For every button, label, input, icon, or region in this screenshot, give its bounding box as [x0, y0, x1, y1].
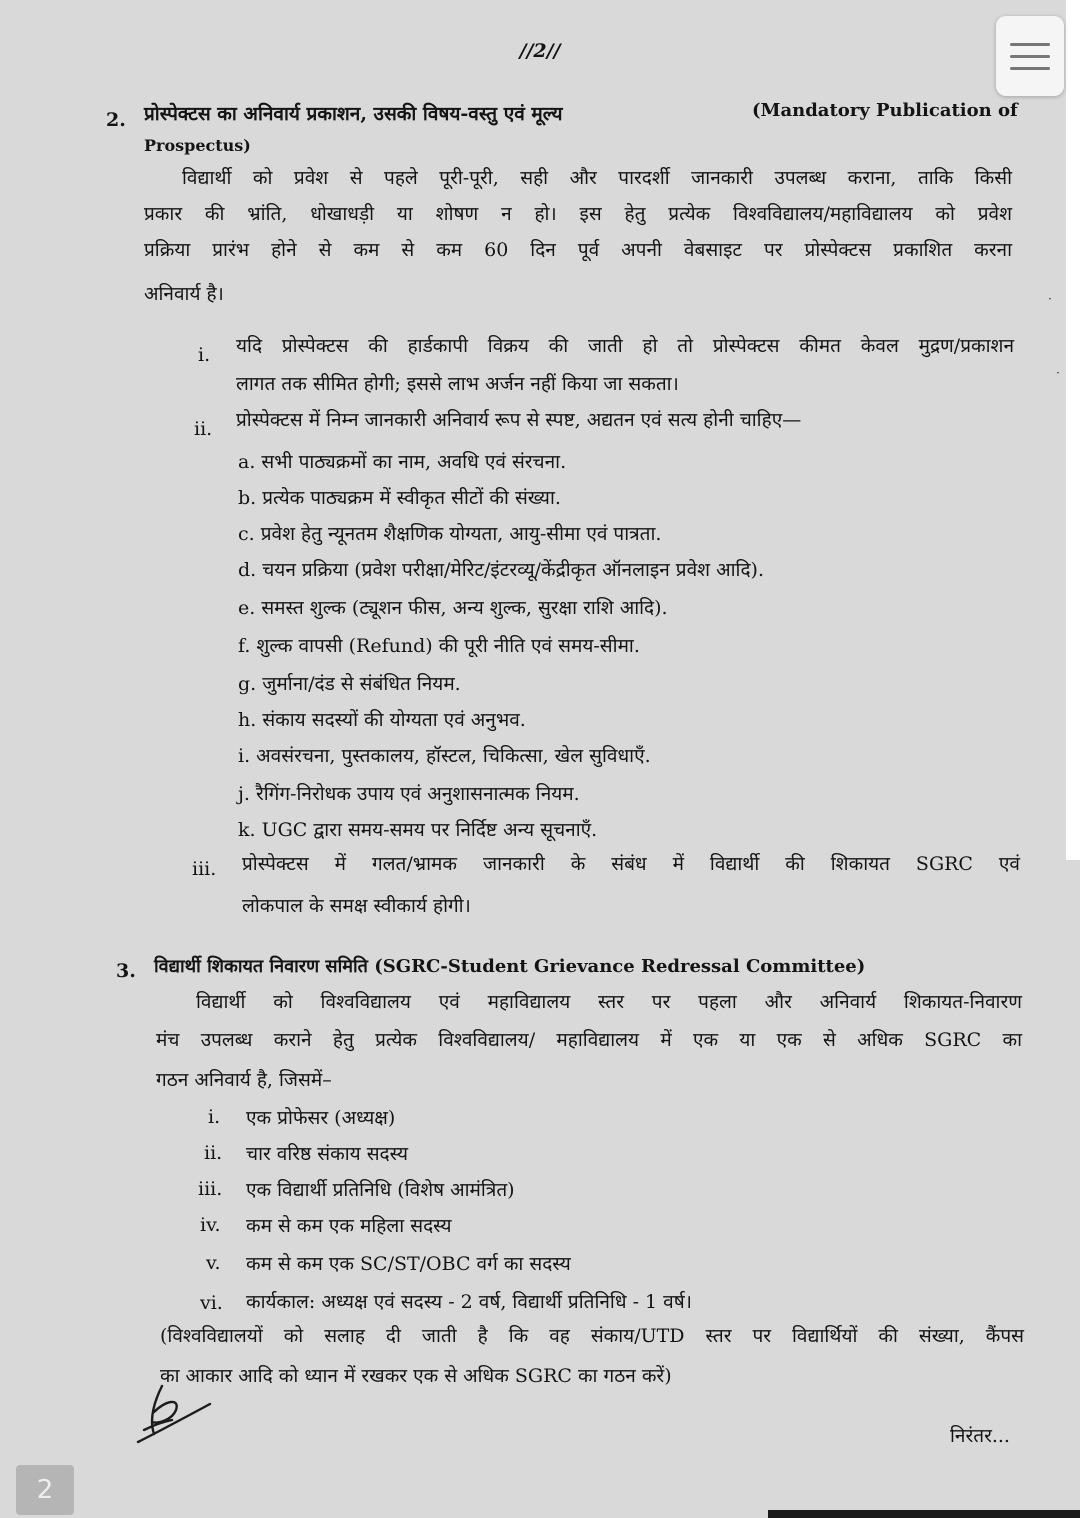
paragraph-line: विद्यार्थी को प्रवेश से पहले पूरी-पूरी, सही और पारदर्शी जानकारी उपलब्ध कराना, ताकि किसी	[182, 167, 1012, 189]
member-text: एक प्रोफेसर (अध्यक्ष)	[246, 1107, 396, 1129]
list-item: j. रैगिंग-निरोधक उपाय एवं अनुशासनात्मक नियम.	[238, 783, 580, 805]
member-text: चार वरिष्ठ संकाय सदस्य	[246, 1143, 409, 1165]
paragraph-line: अनिवार्य है।	[144, 283, 224, 305]
scan-mark: ·	[1048, 292, 1052, 306]
item-i-number: i.	[198, 344, 211, 366]
menu-icon-bar	[1010, 67, 1050, 70]
section-2-title-english: (Mandatory Publication of	[752, 100, 1018, 121]
member-text: कम से कम एक महिला सदस्य	[246, 1215, 452, 1237]
list-item: f. शुल्क वापसी (Refund) की पूरी नीति एवं समय-सीमा.	[238, 635, 640, 657]
list-item: h. संकाय सदस्यों की योग्यता एवं अनुभव.	[238, 709, 526, 731]
item-iii-number: iii.	[192, 858, 217, 880]
paragraph-line: प्रकार की भ्रांति, धोखाधड़ी या शोषण न हो। इस हेतु प्रत्येक विश्वविद्यालय/महाविद्यालय को प्रवेश	[144, 203, 1012, 225]
item-ii-text: प्रोस्पेक्टस में निम्न जानकारी अनिवार्य रूप से स्पष्ट, अद्यतन एवं सत्य होनी चाहिए—	[236, 409, 802, 431]
note-line: (विश्वविद्यालयों को सलाह दी जाती है कि वह संकाय/UTD स्तर पर विद्यार्थियों की संख्या, कैंपस	[160, 1325, 1024, 1347]
paragraph-line: प्रक्रिया प्रारंभ होने से कम से कम 60 दिन पूर्व अपनी वेबसाइट पर प्रोस्पेक्टस प्रकाशित करना	[144, 239, 1012, 261]
section-3-title: विद्यार्थी शिकायत निवारण समिति (SGRC-Student Grievance Redressal Committee)	[154, 956, 866, 977]
list-item: i. अवसंरचना, पुस्तकालय, हॉस्टल, चिकित्सा, खेल सुविधाएँ.	[238, 745, 651, 767]
member-number: iv.	[200, 1214, 221, 1236]
item-iii-line: लोकपाल के समक्ष स्वीकार्य होगी।	[242, 895, 471, 917]
paragraph-line: विद्यार्थी को विश्वविद्यालय एवं महाविद्यालय स्तर पर पहला और अनिवार्य शिकायत-निवारण	[196, 991, 1022, 1013]
scan-mark: ·	[1056, 366, 1060, 380]
continued-label: निरंतर...	[950, 1425, 1010, 1447]
member-number: vi.	[200, 1292, 223, 1314]
section-2-number: 2.	[106, 109, 126, 131]
section-2-title-hindi: प्रोस्पेक्टस का अनिवार्य प्रकाशन, उसकी विषय-वस्तु एवं मूल्य	[144, 103, 563, 125]
hamburger-menu-button[interactable]	[996, 16, 1064, 96]
list-item: b. प्रत्येक पाठ्यक्रम में स्वीकृत सीटों की संख्या.	[238, 487, 561, 509]
note-line: का आकार आदि को ध्यान में रखकर एक से अधिक SGRC का गठन करें)	[160, 1365, 672, 1387]
page-edge-bottom	[768, 1510, 1080, 1518]
list-item: e. समस्त शुल्क (ट्यूशन फीस, अन्य शुल्क, सुरक्षा राशि आदि).	[238, 597, 668, 619]
paragraph-line: मंच उपलब्ध कराने हेतु प्रत्येक विश्वविद्यालय/ महाविद्यालय में एक या एक से अधिक SGRC का	[156, 1029, 1022, 1051]
member-text: एक विद्यार्थी प्रतिनिधि (विशेष आमंत्रित)	[246, 1179, 515, 1201]
page-number-badge: 2	[16, 1465, 74, 1515]
paragraph-line: गठन अनिवार्य है, जिसमें–	[156, 1069, 332, 1091]
member-number: v.	[206, 1252, 221, 1274]
item-i-line: लागत तक सीमित होगी; इससे लाभ अर्जन नहीं किया जा सकता।	[236, 373, 679, 395]
signature-icon	[132, 1382, 216, 1448]
member-number: ii.	[204, 1142, 223, 1164]
item-ii-number: ii.	[194, 418, 213, 440]
menu-icon-bar	[1010, 43, 1050, 46]
item-iii-line: प्रोस्पेक्टस में गलत/भ्रामक जानकारी के संबंध में विद्यार्थी की शिकायत SGRC एवं	[242, 853, 1020, 875]
member-number: iii.	[198, 1178, 223, 1200]
list-item: k. UGC द्वारा समय-समय पर निर्दिष्ट अन्य सूचनाएँ.	[238, 819, 598, 841]
member-text: कम से कम एक SC/ST/OBC वर्ग का सदस्य	[246, 1253, 571, 1275]
list-item: d. चयन प्रक्रिया (प्रवेश परीक्षा/मेरिट/इंटरव्यू/केंद्रीकृत ऑनलाइन प्रवेश आदि).	[238, 559, 764, 581]
menu-icon-bar	[1010, 55, 1050, 58]
page-edge-right	[1066, 0, 1080, 860]
list-item: a. सभी पाठ्यक्रमों का नाम, अवधि एवं संरचना.	[238, 451, 567, 473]
item-i-line: यदि प्रोस्पेक्टस की हार्डकापी विक्रय की जाती हो तो प्रोस्पेक्टस कीमत केवल मुद्रण/प्रकाशन	[236, 335, 1014, 357]
list-item: c. प्रवेश हेतु न्यूनतम शैक्षणिक योग्यता, आयु-सीमा एवं पात्रता.	[238, 523, 662, 545]
list-item: g. जुर्माना/दंड से संबंधित नियम.	[238, 673, 461, 695]
page-marker: //2//	[519, 40, 561, 62]
member-text: कार्यकाल: अध्यक्ष एवं सदस्य - 2 वर्ष, विद्यार्थी प्रतिनिधि - 1 वर्ष।	[246, 1291, 692, 1313]
section-3-number: 3.	[116, 960, 136, 982]
member-number: i.	[208, 1106, 221, 1128]
section-2-title-english-cont: Prospectus)	[144, 136, 251, 155]
